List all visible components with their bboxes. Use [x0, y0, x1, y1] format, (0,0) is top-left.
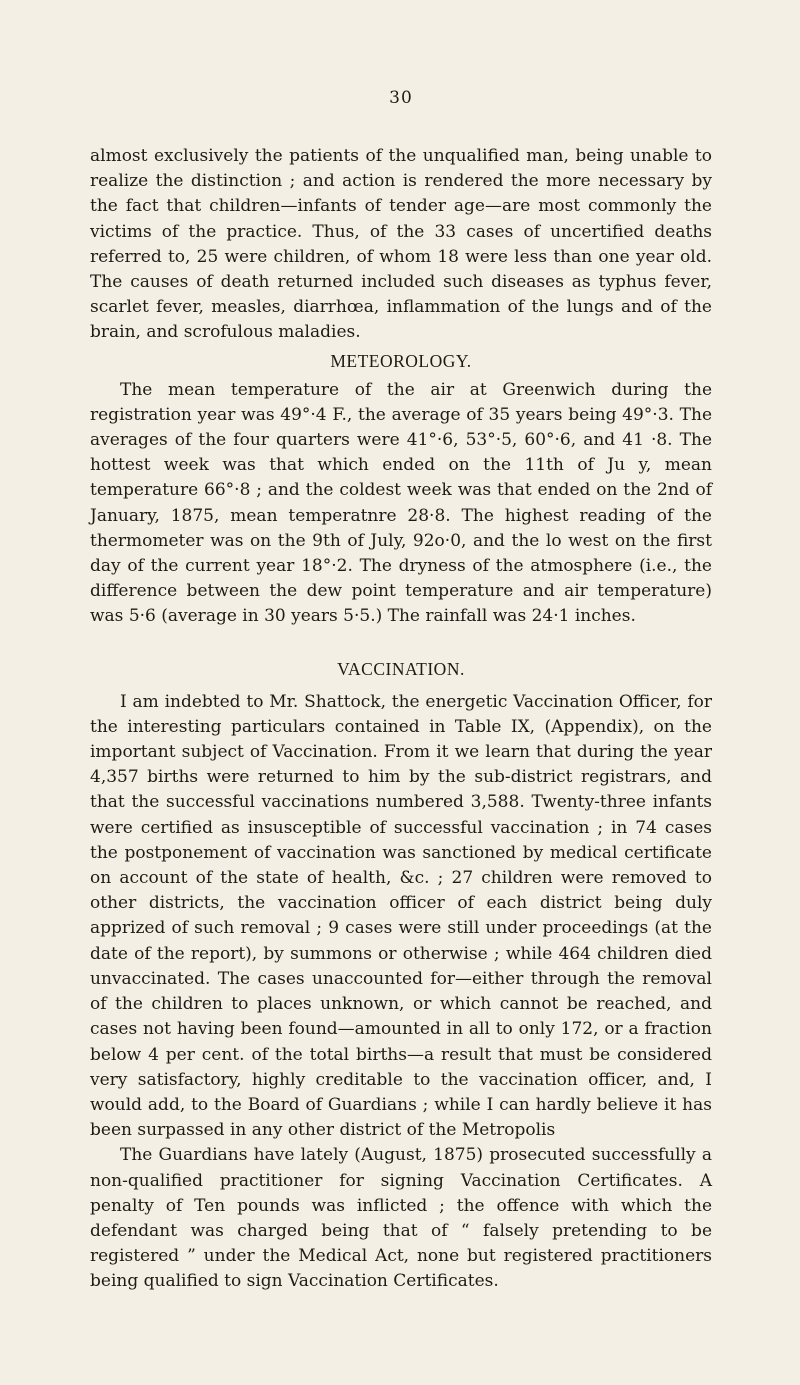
page-number: 30: [389, 88, 413, 108]
meteorology-paragraph: The mean temperature of the air at Greenwich during the registration year was 49°·4 F., the average of 35 years being 49°·3. The averages of the four quarters were 41°·6, 53°·5, 60°·6, and 41 ·8. The hottest week was that which ended on the 11th of Ju y, mean temperature 66°·8 ; and the coldest week was that ended on the 2nd of January, 1875, mean temperatnre 28·8. The highest reading of the thermometer was on the 9th of July, 92o·0, and the lo west on the first day of the current year 18°·2. The dryness of the atmosphere (i.e., the difference between the dew point temperature and air temperature) was 5·6 (average in 30 years 5·5.) The rainfall was 24·1 inches.: [90, 379, 712, 627]
vaccination-heading: VACCINATION.: [337, 658, 465, 679]
vaccination-paragraph-1: I am indebted to Mr. Shattock, the energetic Vaccination Officer, for the interesting particulars contained in Table IX, (Appendix), on the important subject of Vaccination. From it we learn that during the year 4,357 births were returned to him by the sub-district registrars, and that the successful vaccinations numbered 3,588. Twenty-three infants were certified as insusceptible of successful vaccination ; in 74 cases the postponement of vaccination was sanctioned by medical certificate on account of the state of health, &c. ; 27 children were removed to other districts, the vaccination officer of each district being duly apprized of such removal ; 9 cases were still under proceedings (at the date of the report), by summons or otherwise ; while 464 children died unvaccinated. The cases unaccounted for—either through the removal of the children to places unknown, or which cannot be reached, and cases not having been found—amounted in all to only 172, or a fraction below 4 per cent. of the total births—a result that must be considered very satisfactory, highly creditable to the vaccination officer, and, I would add, to the Board of Guardians ; while I can hardly believe it has been surpassed in any other district of the Metropolis: [90, 691, 712, 1141]
vaccination-paragraph-2: The Guardians have lately (August, 1875) prosecuted successfully a non-qualified practitioner for signing Vaccination Certificates. A penalty of Ten pounds was inflicted ; the offence with which the defendant was charged being that of “ falsely pretending to be registered ” under the Medical Act, none but registered practitioners being qualified to sign Vaccination Certificates.: [90, 1145, 712, 1292]
intro-paragraph: almost exclusively the patients of the unqualified man, being unable to realize the distinction ; and action is rendered the more necessary by the fact that children—infants of tender age—are most commonly the victims of the practice. Thus, of the 33 cases of uncertified deaths referred to, 25 were children, of whom 18 were less than one year old. The causes of death returned included such diseases as typhus fever, scarlet fever, measles, diarrhœa, inflammation of the lungs and of the brain, and scrofulous maladies.: [90, 146, 712, 343]
meteorology-heading: METEOROLOGY.: [330, 350, 472, 371]
document-page: [90, 88, 712, 1295]
